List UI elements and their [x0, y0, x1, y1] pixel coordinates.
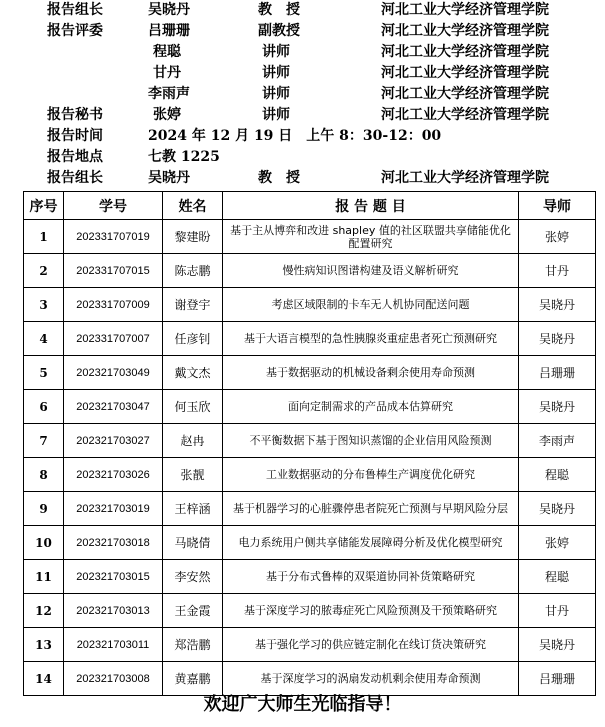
member-title: 讲师: [262, 86, 290, 102]
cell-student-name: 郑浩鹏: [163, 628, 223, 662]
cell-advisor: 甘丹: [519, 594, 596, 628]
header-advisor: 导师: [519, 192, 596, 220]
cell-no: 9: [24, 492, 64, 526]
cell-student-name: 王金霞: [163, 594, 223, 628]
cell-no: 14: [24, 662, 64, 696]
member-title: 教 授: [258, 2, 300, 18]
time-label: 报告时间: [47, 128, 103, 144]
welcome-footer: 欢迎广大师生光临指导！: [203, 694, 402, 715]
cell-student-id: 202331707009: [64, 288, 163, 322]
cell-student-name: 王梓涵: [163, 492, 223, 526]
cell-topic: 面向定制需求的产品成本估算研究: [223, 390, 519, 424]
cell-advisor: 吴晓丹: [519, 288, 596, 322]
member-name: 吴晓丹: [148, 2, 190, 18]
cell-topic: 基于机器学习的心脏骤停患者院死亡预测与早期风险分层: [223, 492, 519, 526]
cell-student-name: 张靓: [163, 458, 223, 492]
header-topic: 报 告 题 目: [223, 192, 519, 220]
cell-advisor: 吕珊珊: [519, 356, 596, 390]
role-label: 报告秘书: [47, 107, 103, 123]
header-student-name: 姓名: [163, 192, 223, 220]
header-no: 序号: [24, 192, 64, 220]
table-row: [24, 492, 596, 526]
cell-no: 11: [24, 560, 64, 594]
committee-row-judge-1: [0, 21, 605, 42]
member-name: 程聪: [153, 44, 181, 60]
table-body: [24, 220, 596, 696]
cell-topic: 基于分布式鲁棒的双渠道协同补货策略研究: [223, 560, 519, 594]
member-name: 吴晓丹: [148, 170, 190, 186]
cell-advisor: 吕珊珊: [519, 662, 596, 696]
cell-advisor: 程聪: [519, 458, 596, 492]
cell-no: 5: [24, 356, 64, 390]
cell-topic: 基于数据驱动的机械设备剩余使用寿命预测: [223, 356, 519, 390]
table-row: [24, 560, 596, 594]
cell-student-id: 202331707019: [64, 220, 163, 254]
table-row: [24, 628, 596, 662]
member-name: 张婷: [153, 107, 181, 123]
member-title: 教 授: [258, 170, 300, 186]
role-label: 报告组长: [47, 2, 103, 18]
cell-no: 6: [24, 390, 64, 424]
member-title: 讲师: [262, 44, 290, 60]
cell-no: 7: [24, 424, 64, 458]
report-place-row: [0, 147, 605, 168]
table-row: [24, 288, 596, 322]
member-org: 河北工业大学经济管理学院: [381, 170, 549, 186]
member-title: 讲师: [262, 107, 290, 123]
cell-no: 8: [24, 458, 64, 492]
cell-student-name: 何玉欣: [163, 390, 223, 424]
cell-topic: 基于大语言模型的急性胰腺炎重症患者死亡预测研究: [223, 322, 519, 356]
cell-student-name: 陈志鹏: [163, 254, 223, 288]
place-value: 七教 1225: [148, 149, 220, 165]
cell-student-name: 赵冉: [163, 424, 223, 458]
cell-advisor: 吴晓丹: [519, 322, 596, 356]
role-label: 报告评委: [47, 23, 103, 39]
table-row: [24, 322, 596, 356]
member-title: 讲师: [262, 65, 290, 81]
committee-row-leader-repeat: [0, 168, 605, 189]
table-row: [24, 220, 596, 254]
cell-student-id: 202321703027: [64, 424, 163, 458]
cell-no: 13: [24, 628, 64, 662]
place-label: 报告地点: [47, 149, 103, 165]
cell-no: 3: [24, 288, 64, 322]
committee-row-judge-3: [0, 63, 605, 84]
cell-student-name: 戴文杰: [163, 356, 223, 390]
cell-no: 10: [24, 526, 64, 560]
cell-no: 4: [24, 322, 64, 356]
cell-student-id: 202321703026: [64, 458, 163, 492]
member-org: 河北工业大学经济管理学院: [381, 44, 549, 60]
cell-topic: 基于主从博弈和改进 shapley 值的社区联盟共享储能优化配置研究: [223, 220, 519, 254]
table-row: [24, 526, 596, 560]
cell-topic: 工业数据驱动的分布鲁棒生产调度优化研究: [223, 458, 519, 492]
cell-student-id: 202331707015: [64, 254, 163, 288]
cell-advisor: 程聪: [519, 560, 596, 594]
cell-student-name: 黄嘉鹏: [163, 662, 223, 696]
committee-row-judge-4: [0, 84, 605, 105]
member-org: 河北工业大学经济管理学院: [381, 86, 549, 102]
member-name: 李雨声: [148, 86, 190, 102]
member-org: 河北工业大学经济管理学院: [381, 107, 549, 123]
cell-student-id: 202321703008: [64, 662, 163, 696]
cell-student-id: 202321703049: [64, 356, 163, 390]
cell-student-name: 李安然: [163, 560, 223, 594]
member-org: 河北工业大学经济管理学院: [381, 23, 549, 39]
cell-topic: 基于深度学习的脓毒症死亡风险预测及干预策略研究: [223, 594, 519, 628]
cell-student-id: 202321703013: [64, 594, 163, 628]
cell-no: 2: [24, 254, 64, 288]
time-value: 2024 年 12 月 19 日 上午 8：30-12：00: [148, 128, 442, 144]
table-header-row: [24, 192, 596, 220]
report-schedule-table: [23, 191, 596, 696]
cell-student-id: 202321703018: [64, 526, 163, 560]
role-label: 报告组长: [47, 170, 103, 186]
table-row: [24, 390, 596, 424]
cell-topic: 基于强化学习的供应链定制化在线订货决策研究: [223, 628, 519, 662]
header-student-id: 学号: [64, 192, 163, 220]
cell-topic: 考虑区域限制的卡车无人机协同配送问题: [223, 288, 519, 322]
cell-student-id: 202321703019: [64, 492, 163, 526]
cell-topic: 电力系统用户侧共享储能发展障碍分析及优化模型研究: [223, 526, 519, 560]
cell-advisor: 吴晓丹: [519, 492, 596, 526]
table-row: [24, 254, 596, 288]
cell-advisor: 甘丹: [519, 254, 596, 288]
cell-advisor: 张婷: [519, 220, 596, 254]
cell-no: 1: [24, 220, 64, 254]
cell-no: 12: [24, 594, 64, 628]
report-time-row: [0, 126, 605, 147]
committee-row-secretary: [0, 105, 605, 126]
cell-student-id: 202321703011: [64, 628, 163, 662]
member-org: 河北工业大学经济管理学院: [381, 2, 549, 18]
cell-student-id: 202321703047: [64, 390, 163, 424]
cell-student-id: 202331707007: [64, 322, 163, 356]
cell-student-id: 202321703015: [64, 560, 163, 594]
member-title: 副教授: [258, 23, 300, 39]
cell-student-name: 马晓倩: [163, 526, 223, 560]
cell-student-name: 任彦钊: [163, 322, 223, 356]
table-row: [24, 594, 596, 628]
member-org: 河北工业大学经济管理学院: [381, 65, 549, 81]
table-row: [24, 356, 596, 390]
table-row: [24, 458, 596, 492]
cell-advisor: 吴晓丹: [519, 390, 596, 424]
table-row: [24, 424, 596, 458]
cell-topic: 不平衡数据下基于图知识蒸馏的企业信用风险预测: [223, 424, 519, 458]
cell-topic: 慢性病知识图谱构建及语义解析研究: [223, 254, 519, 288]
committee-row-leader: [0, 0, 605, 21]
member-name: 甘丹: [153, 65, 181, 81]
cell-student-name: 谢登宇: [163, 288, 223, 322]
cell-topic: 基于深度学习的涡扇发动机剩余使用寿命预测: [223, 662, 519, 696]
cell-student-name: 黎建盼: [163, 220, 223, 254]
cell-advisor: 李雨声: [519, 424, 596, 458]
member-name: 吕珊珊: [148, 23, 190, 39]
cell-advisor: 张婷: [519, 526, 596, 560]
committee-row-judge-2: [0, 42, 605, 63]
cell-advisor: 吴晓丹: [519, 628, 596, 662]
